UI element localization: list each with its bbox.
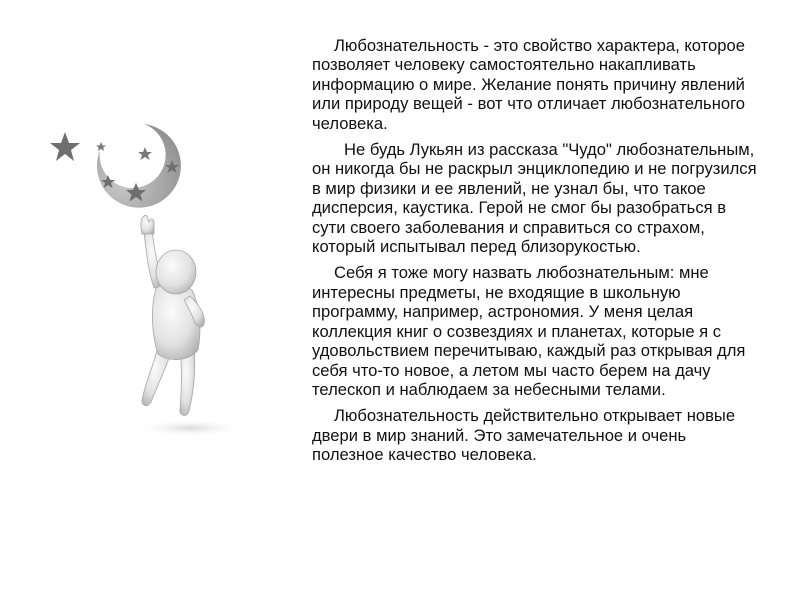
star-icon — [138, 147, 152, 160]
star-icon — [50, 132, 80, 161]
essay-text — [312, 36, 760, 472]
essay-paragraph: Не будь Лукьян из рассказа "Чудо" любознательным, он никогда бы не раскрыл энциклопедию и не погрузился в мир физики и ее явлений, не узнал бы, что такое дисперсия, каустика. Герой не смог бы разобраться в сути своего заболевания и справиться со страхом, который испытывал перед близорукостью. — [312, 140, 757, 257]
essay-paragraph: Любознательность действительно открывает новые двери в мир знаний. Это замечательное и очень полезное качество человека. — [312, 406, 736, 465]
essay-paragraph: Себя я тоже могу назвать любознательным: мне интересны предметы, не входящие в школьную программу, например, астрономия. У меня целая коллекция книг о созвездиях и планетах, которые я с удовольствием перечитываю, каждый раз открывая для себя что-то новое, а летом мы часто берем на дачу телескоп и наблюдаем за небесными телами. — [312, 263, 746, 399]
star-icon — [96, 142, 106, 151]
essay-paragraph: Любознательность - это свойство характера, которое позволяет человеку самостоятельно накапливать информацию о мире. Желание понять причину явлений или природу вещей - вот что отличает любознательного человека. — [312, 36, 746, 133]
moon-and-person-illustration — [40, 110, 260, 450]
person-reaching-icon — [141, 215, 204, 415]
